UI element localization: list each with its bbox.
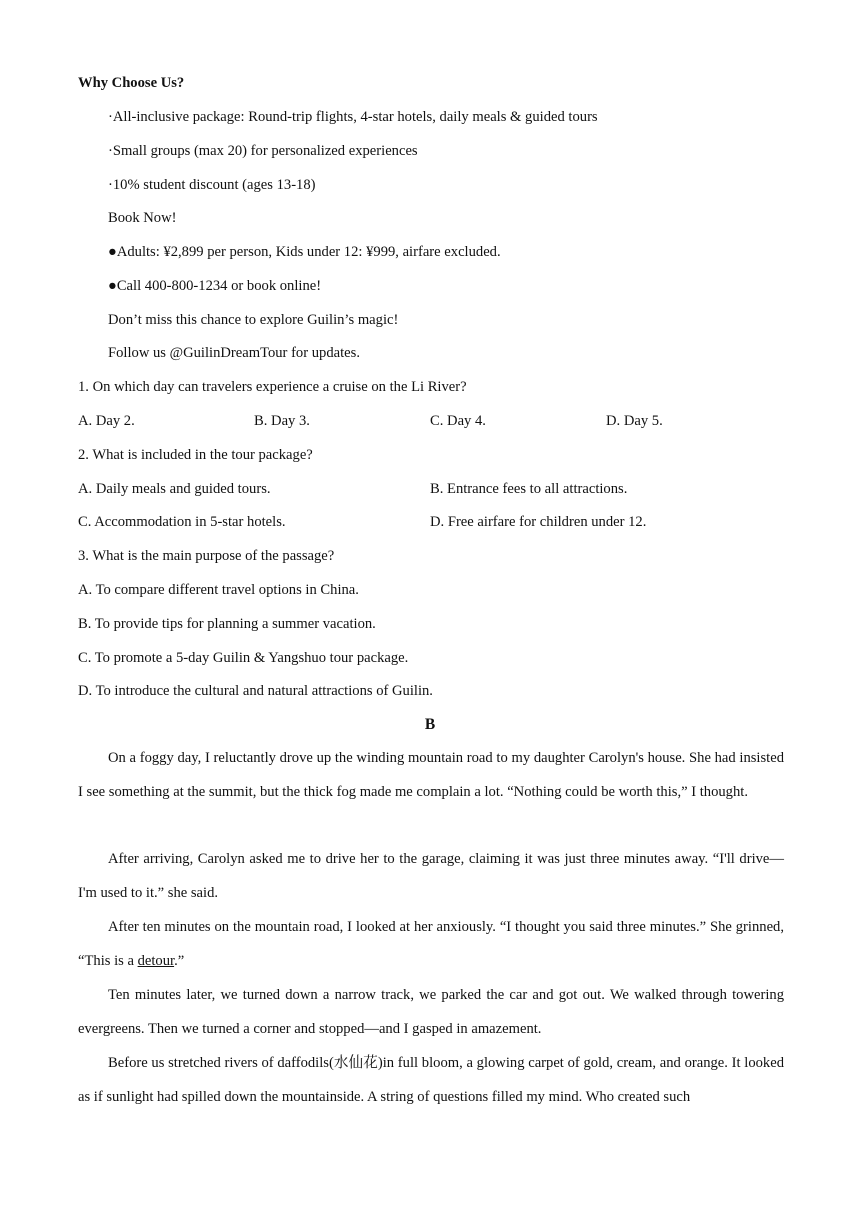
answer-option: B. Entrance fees to all attractions. [430,481,628,497]
list-item: ·10% student discount (ages 13-18) [108,177,316,193]
answer-option: C. Day 4. [430,413,486,429]
answer-option: D. Free airfare for children under 12. [430,514,647,530]
question-stem: 1. On which day can travelers experience a cruise on the Li River? [78,379,467,395]
answer-option: B. To provide tips for planning a summer vacation. [78,616,376,632]
question-stem: 2. What is included in the tour package? [78,447,313,463]
paragraph: On a foggy day, I reluctantly drove up the winding mountain road to my daughter Carolyn's house. She had insisted I see something at the summit, but the thick fog made me complain a lot. “Nothing could be worth this,” I thought. [78,750,784,800]
paragraph: After arriving, Carolyn asked me to drive her to the garage, claiming it was just three minutes away. “I'll drive—I'm used to it.” she said. [78,851,784,901]
answer-option: B. Day 3. [254,413,310,429]
answer-option: C. To promote a 5-day Guilin & Yangshuo tour package. [78,650,409,666]
list-item: ●Call 400-800-1234 or book online! [108,278,322,294]
section-b-heading: B [424,716,436,733]
answer-option: C. Accommodation in 5-star hotels. [78,514,286,530]
paragraph-text: After ten minutes on the mountain road, I looked at her anxiously. “I thought you said three minutes.” She grinned, “This is a [78,919,784,969]
section-heading: Why Choose Us? [78,75,185,91]
list-item: ·All-inclusive package: Round-trip flights, 4-star hotels, daily meals & guided tours [108,109,598,125]
list-item: ●Adults: ¥2,899 per person, Kids under 12: ¥999, airfare excluded. [108,244,501,260]
paragraph: Ten minutes later, we turned down a narrow track, we parked the car and got out. We walked through towering evergreens. Then we turned a corner and stopped—and I gasped in amazement. [78,987,784,1037]
answer-option: A. To compare different travel options in China. [78,582,359,598]
list-item: ·Small groups (max 20) for personalized experiences [108,143,418,159]
answer-option: A. Day 2. [78,413,135,429]
question-stem: 3. What is the main purpose of the passage? [78,548,335,564]
paragraph: Before us stretched rivers of daffodils(水仙花)in full bloom, a glowing carpet of gold, cream, and orange. It looked as if sunlight had spilled down the mountainside. A string of questions filled my mind. Who created such [78,1055,784,1105]
paragraph-text: .” [174,952,185,969]
closing-line: Follow us @GuilinDreamTour for updates. [108,345,360,361]
answer-option: D. Day 5. [606,413,663,429]
book-now-heading: Book Now! [108,210,177,226]
closing-line: Don’t miss this chance to explore Guilin’s magic! [108,312,399,328]
paragraph [78,911,784,979]
answer-option: D. To introduce the cultural and natural attractions of Guilin. [78,683,433,699]
answer-option: A. Daily meals and guided tours. [78,481,271,497]
underlined-word: detour [137,952,175,969]
